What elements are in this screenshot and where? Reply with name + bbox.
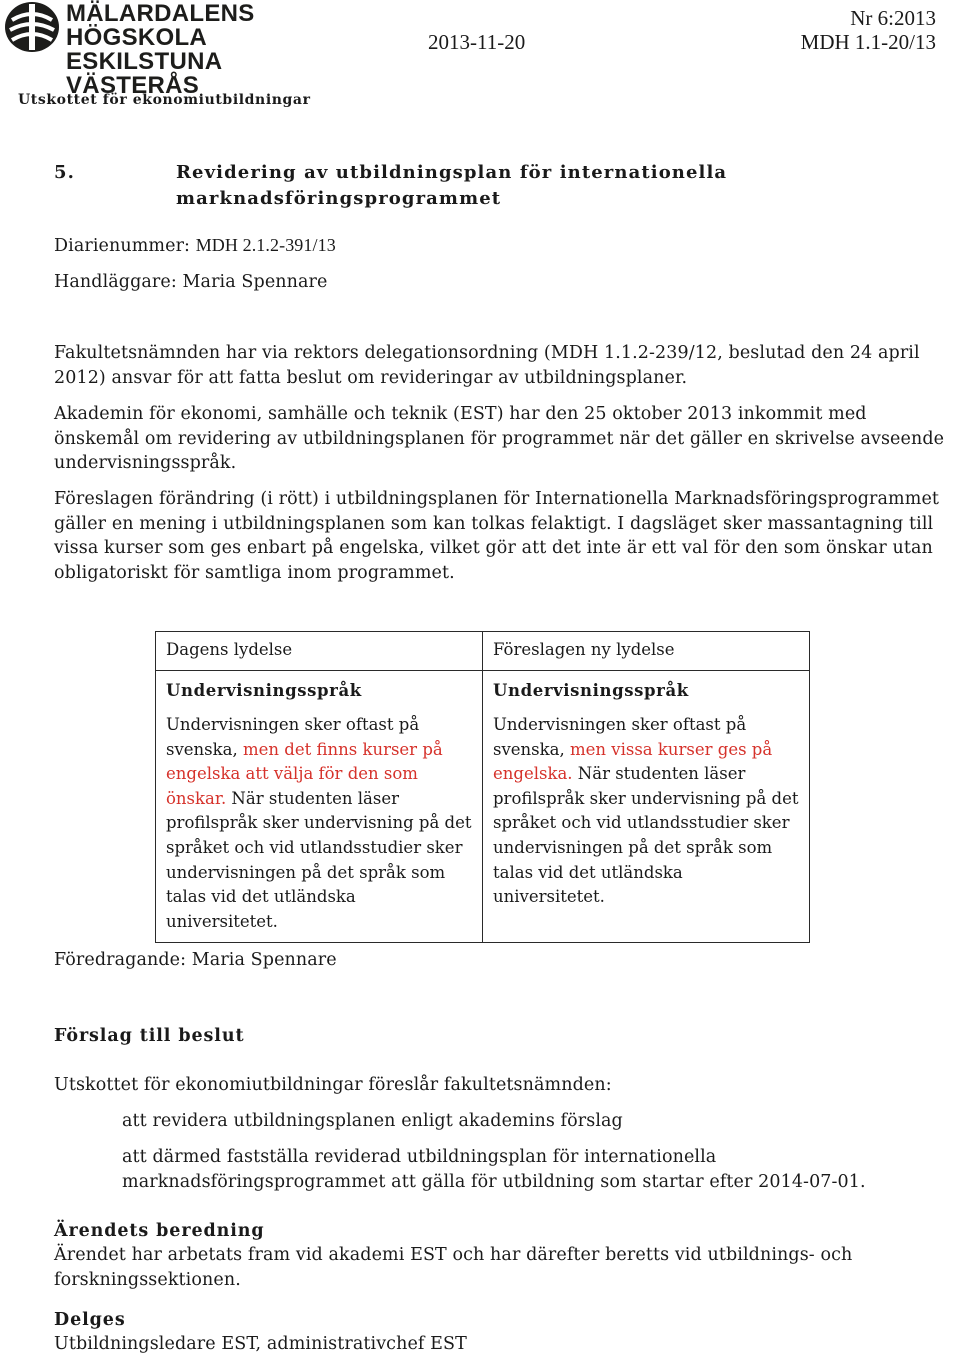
document-number: Nr 6:2013 xyxy=(850,6,936,30)
item-title-line-1: Revidering av utbildningsplan för internationella xyxy=(176,162,728,183)
delges-heading: Delges xyxy=(54,1310,126,1330)
item-number: 5. xyxy=(54,162,75,183)
proposed-section-title: Undervisningsspråk xyxy=(493,681,689,700)
foredragande: Föredragande: Maria Spennare xyxy=(54,950,337,970)
proposed-text: Undervisningen sker oftast på svenska, men vissa kurser ges på engelska. När studenten läser profilspråk sker undervisning på det språket och vid utlandsstudier sker undervisningen på det språk som talas vid det utländska universitetet. xyxy=(493,715,799,907)
logo-emblem-icon xyxy=(2,0,62,54)
table-header-proposed: Föreslagen ny lydelse xyxy=(483,632,810,671)
item-title xyxy=(176,160,727,212)
beredning-text: Ärendet har arbetats fram vid akademi EST och har därefter beretts vid utbildnings- och forskningssektionen. xyxy=(54,1245,853,1290)
proposed-changed-text: men vissa kurser ges på engelska. xyxy=(493,739,773,784)
logo-text xyxy=(66,2,340,98)
delges-text: Utbildningsledare EST, administrativchef EST xyxy=(54,1334,467,1354)
current-changed-text: men det finns kurser på engelska att välja för den som önskar. xyxy=(166,739,443,808)
beredning-heading: Ärendets beredning xyxy=(54,1221,265,1241)
forslag-heading: Förslag till beslut xyxy=(54,1026,245,1046)
item-title-line-2: marknadsföringsprogrammet xyxy=(176,188,502,209)
university-logo xyxy=(0,0,340,99)
committee-name: Utskottet för ekonomiutbildningar xyxy=(18,92,311,108)
forslag-intro: Utskottet för ekonomiutbildningar föreslår fakultetsnämnden: xyxy=(54,1075,612,1095)
table-cell-proposed xyxy=(483,671,810,943)
forslag-att-2: att därmed fastställa reviderad utbildningsplan för internationella marknadsföringsprogrammet att gälla för utbildning som startar efter 2014-07-01. xyxy=(122,1147,866,1192)
document-reference: MDH 1.1-20/13 xyxy=(800,30,936,54)
table-body-row xyxy=(156,671,810,943)
table-header-current: Dagens lydelse xyxy=(156,632,483,671)
table-cell-current xyxy=(156,671,483,943)
handlaggare: Handläggare: Maria Spennare xyxy=(54,272,328,292)
paragraph-3: Föreslagen förändring (i rött) i utbildningsplanen för Internationella Marknadsföringsprogrammet gäller en mening i utbildningsplanen som kan tolkas felaktigt. I dagsläget sker massantagning till vissa kurser som ges enbart på engelska, vilket gör att det inte är ett val för den som önskar utan obligatoriskt för samtliga inom programmet. xyxy=(54,489,940,583)
table-header-row xyxy=(156,632,810,671)
logo-line-1: MÄLARDALENS HÖGSKOLA xyxy=(66,0,255,51)
current-text: Undervisningen sker oftast på svenska, men det finns kurser på engelska att välja för den som önskar. När studenten läser profilspråk sker undervisning på det språket och vid utlandsstudier sker undervisningen på det språk som talas vid det utländska universitetet. xyxy=(166,715,472,931)
comparison-table xyxy=(155,631,810,943)
diarienummer-label: Diarienummer: xyxy=(54,236,196,256)
forslag-att-1: att revidera utbildningsplanen enligt akademins förslag xyxy=(122,1111,623,1131)
logo-line-2: ESKILSTUNA VÄSTERÅS xyxy=(66,48,222,99)
document-date: 2013-11-20 xyxy=(428,30,526,54)
diarienummer xyxy=(54,233,336,259)
diarienummer-value: MDH 2.1.2-391/13 xyxy=(195,235,336,255)
paragraph-2: Akademin för ekonomi, samhälle och teknik (EST) har den 25 oktober 2013 inkommit med önskemål om revidering av utbildningsplanen för programmet när det gäller en skrivelse avseende undervisningsspråk. xyxy=(54,404,945,473)
current-section-title: Undervisningsspråk xyxy=(166,681,362,700)
paragraph-1: Fakultetsnämnden har via rektors delegationsordning (MDH 1.1.2-239/12, beslutad den 24 april 2012) ansvar för att fatta beslut om revideringar av utbildningsplaner. xyxy=(54,343,920,388)
